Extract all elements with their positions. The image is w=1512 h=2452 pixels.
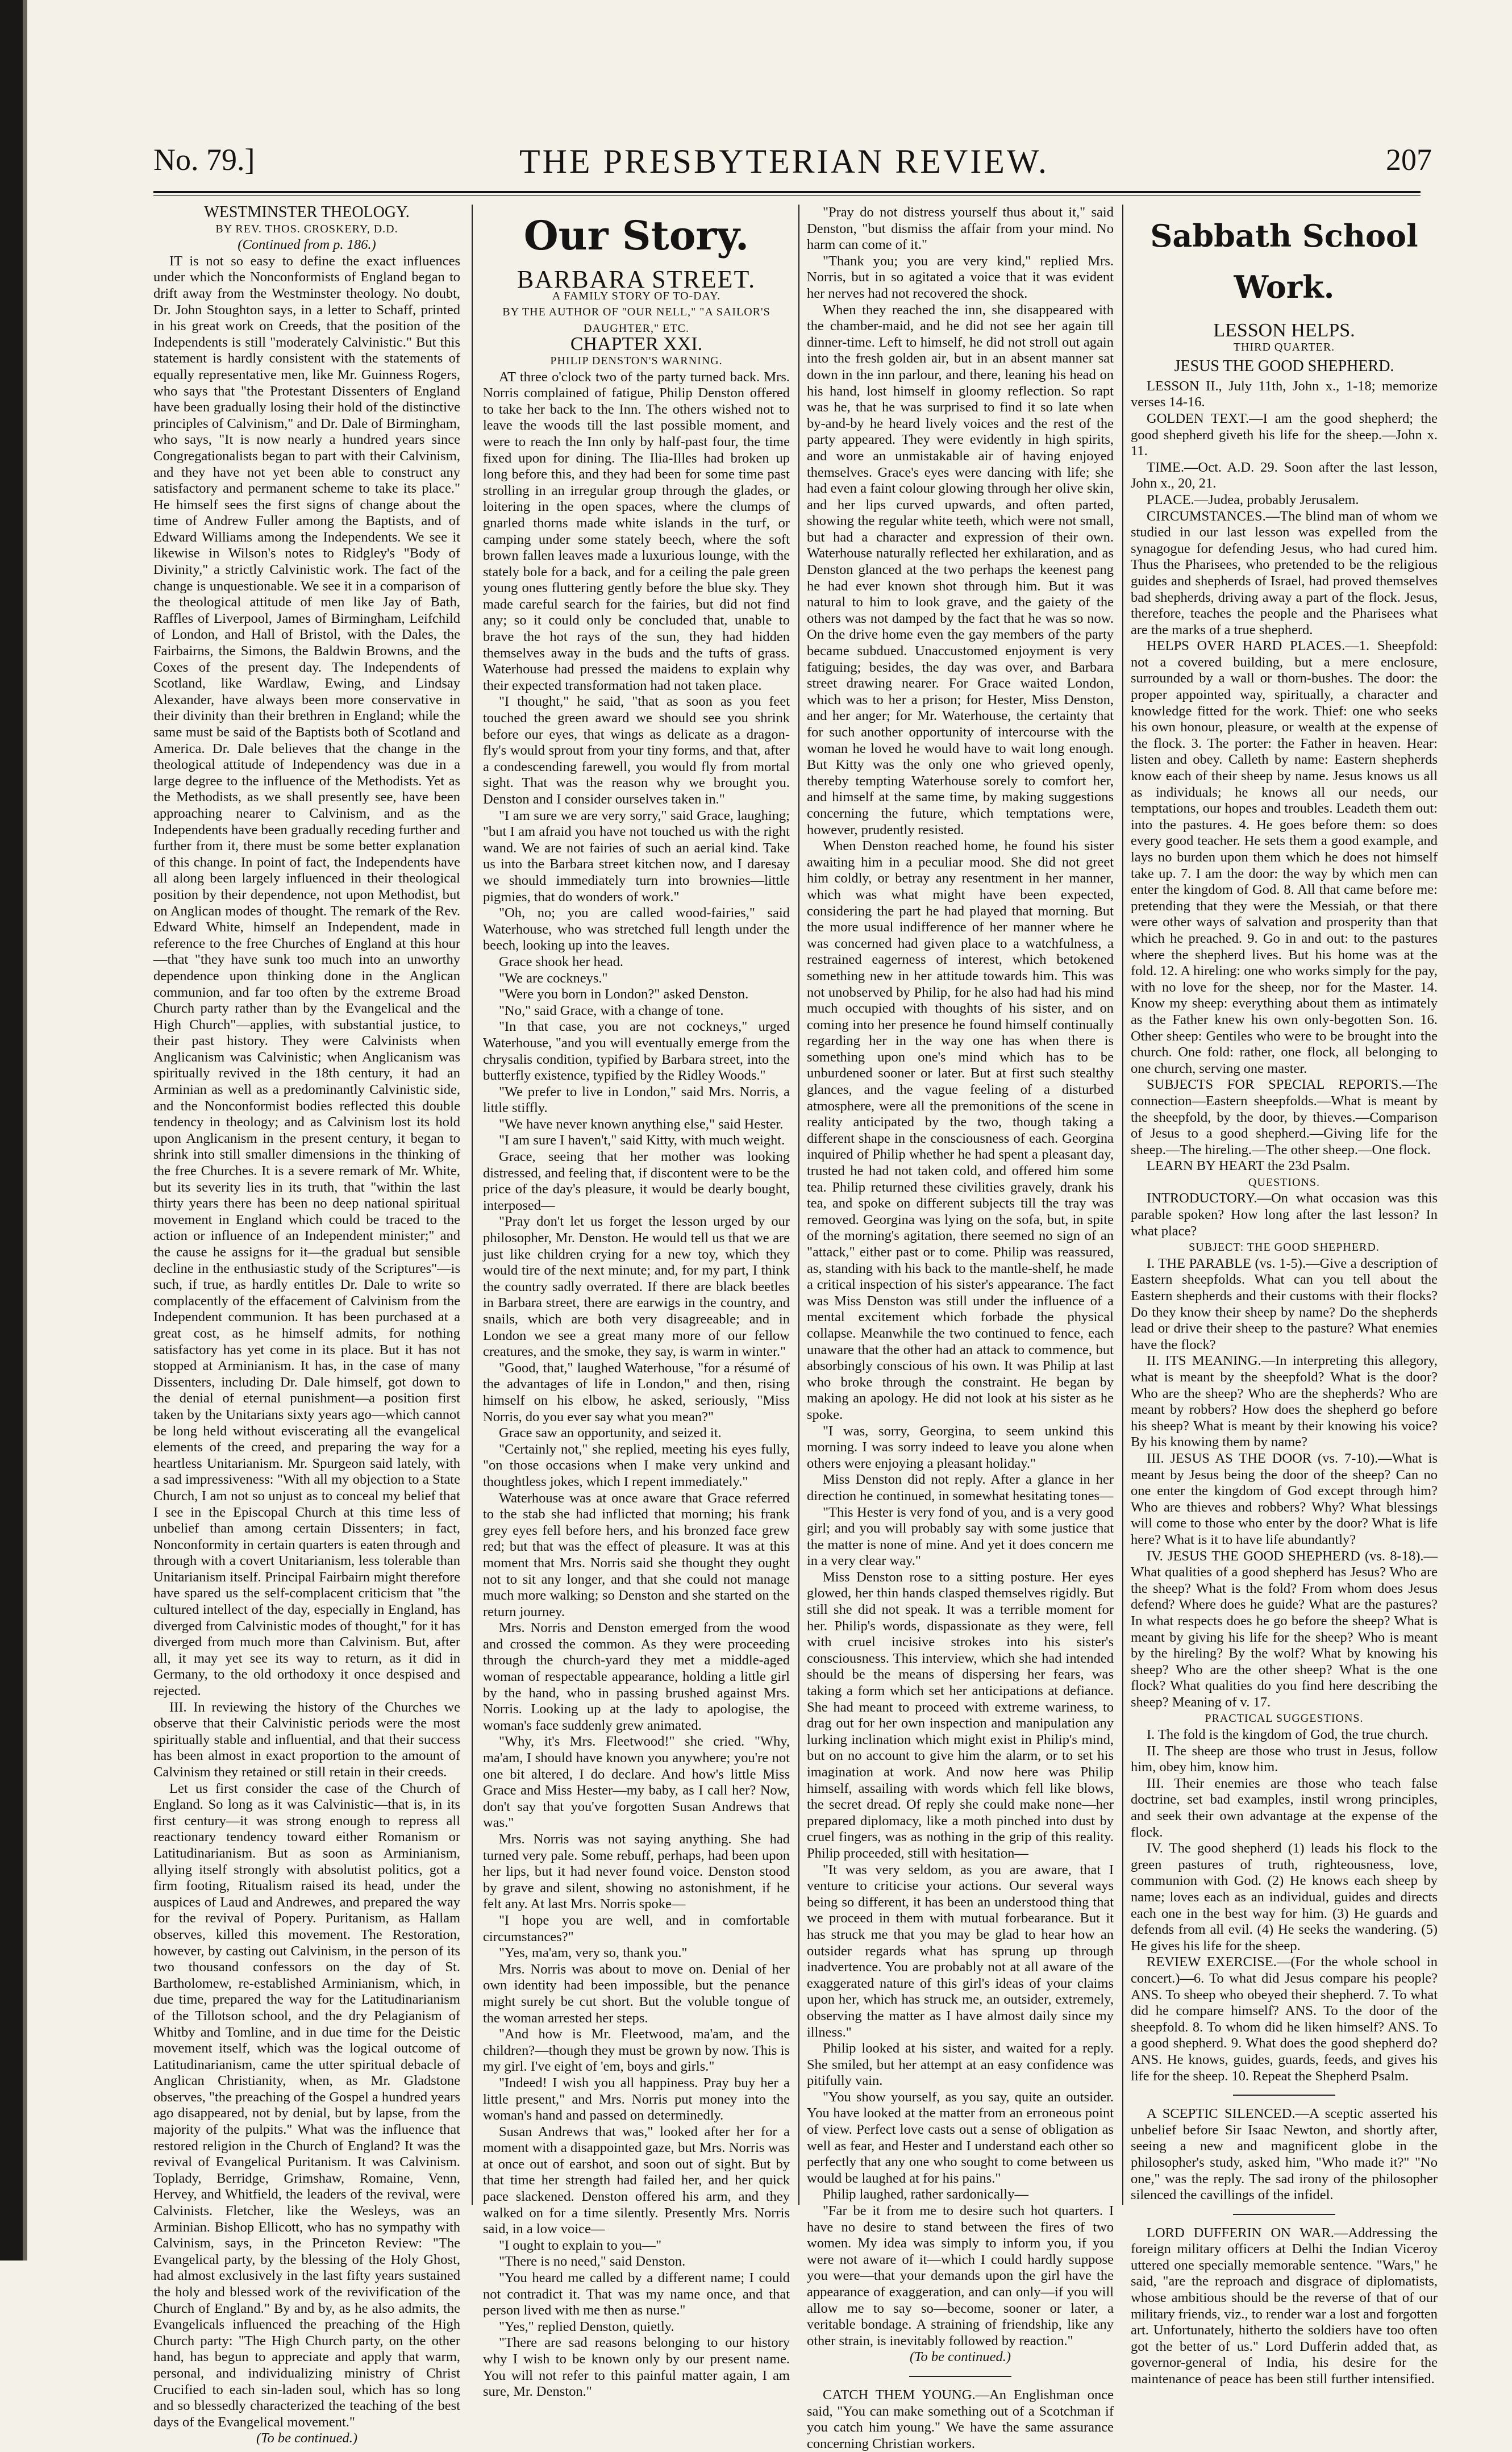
page-header <box>136 142 1432 188</box>
continued-note: (Continued from p. 186.) <box>238 237 376 253</box>
story-author: BY THE AUTHOR OF "OUR NELL," "A SAILOR'S DAUGHTER," ETC. <box>502 306 770 335</box>
story-title: BARBARA STREET. <box>517 265 756 293</box>
story-subtitle: A FAMILY STORY OF TO-DAY. <box>552 289 721 302</box>
column-sabbath-school <box>1131 205 1438 2387</box>
lesson-place: PLACE.—Judea, probably Jerusalem. <box>1147 492 1359 507</box>
quarter-label: THIRD QUARTER. <box>1233 340 1335 353</box>
paragraph: Let us first consider the case of the Church of England. So long as it was Calvinistic—that is, in its first century—it was strong enough to repress all reactionary tendency toward either Romanism or Latitudinarianism. But as soon as Arminianism, allying itself strongly with absolutist politics, got a firm footing, Ritualism raised its head, under the auspices of Laud and Andrewes, and prepared the way for the revival of Popery. Puritanism, as Hallam observes, killed this movement. The Restoration, however, by casting out Calvinism, in the person of its two thousand confessors on the day of St. Bartholomew, re-established Arminianism, which, in due time, prepared the way for the Latitudinarianism of the Tillotson school, and the dry Pelagianism of Whitby and Tomline, and in due time for the Deistic movement itself, which was the logical outcome of Latitudinarianism, came the utter spiritual debacle of Anglican Christianity, when, as Mr. Gladstone observes, "the preaching of the Gospel a hundred years ago disappeared, not by denial, but by lapse, from the majority of the pulpits." What was the influence that restored religion in the Church of England? It was the revival of Evangelical Puritanism. It was Calvinism. Toplady, Berridge, Grimshaw, Romaine, Venn, Hervey, and Whitfield, the leaders of the revival, were Calvinists. Fletcher, like the Wesleys, was an Arminian. Bishop Ellicott, who has no sympathy with Calvinism, says, in the Princeton Review: "The Evangelical party, by the blessing of the Holy Ghost, had almost exclusively in the last fifty years sustained the holy and blessed work of the revivification of the Church of England." By and by, as he also admits, the Evangelicals influenced the preaching of the High Church party: "The High Church party, on the other hand, has begun to appreciate and apply that warm, personal, and individualizing ministry of Christ Crucified to each sin-laden soul, which has so long and so blessedly characterized the teaching of the best days of the Evangelical movement." <box>153 1780 460 2430</box>
paragraph: "You heard me called by a different name; I could not contradict it. That was my name once, and that person lived with me then as nurse." <box>483 2270 790 2318</box>
to-be-continued: (To be continued.) <box>256 2430 358 2446</box>
column-divider <box>472 205 473 2205</box>
paragraph: "We are cockneys." <box>499 970 608 986</box>
paragraph: III. In reviewing the history of the Churches we observe that their Calvinistic periods were the most spiritually stable and influential, and that their success has been almost in exact proportion to the amount of Calvinism they retained or still retain in their creeds. <box>153 1699 460 1780</box>
paragraph: "This Hester is very fond of you, and is a very good girl; and you will probably say with some justice that the matter is none of mine. And yet it does concern me in a very clear way." <box>807 1504 1114 1569</box>
paragraph: Grace saw an opportunity, and seized it. <box>499 1425 722 1441</box>
paragraph: "Pray do not distress yourself thus about it," said Denston, "but dismiss the affair from your mind. No harm can come of it." <box>807 205 1114 253</box>
paragraph: When they reached the inn, she disappeared with the chamber-maid, and he did not see her again till dinner-time. Left to himself, he did not stroll out again into the fresh golden air, but in an absent manner sat down in the inn parlour, and there, leaning his head on his hand, lost himself in gloomy reflection. So rapt was he, that he was surprised to find it so late when by-and-by he heard lively voices and the rest of the party appeared. They were evidently in high spirits, and wore an unmistakable air of having enjoyed themselves. Grace's eyes were dancing with life; she had even a faint colour glowing through her olive skin, and her lips curved upwards, and often parted, showing the regular white teeth, which were not small, but had a character and expression of their own. Waterhouse naturally reflected her exhilaration, and as Denston glanced at the two perhaps the keenest pang he had ever known shot through him. But it was natural to him to look grave, and the gaiety of the others was not damped by the fact that he was so now. On the drive home even the gay members of the party became subdued. Unaccustomed enjoyment is very fatiguing; besides, the day was over, and Barbara street drawing nearer. For Grace waited London, which was to her a prison; for Hester, Miss Denston, and her anger; for Mr. Waterhouse, the certainty that for such another opportunity of intercourse with the woman he loved he would have to wait long enough. But Kitty was the only one who grieved openly, thereby tempting Waterhouse sorely to comfort her, and himself at the same time, by making suggestions concerning the future, which temptations were, however, prudently resisted. <box>807 302 1114 838</box>
paragraph: "Yes," replied Denston, quietly. <box>499 2318 674 2334</box>
section-divider <box>909 2376 1011 2377</box>
to-be-continued: (To be continued.) <box>909 2349 1011 2365</box>
catch-them-young-note: CATCH THEM YOUNG.—An Englishman once said, "You can make something out of a Scotchman if you catch him young." We have the same assurance concerning Christian workers. <box>807 2387 1114 2451</box>
review-exercise: REVIEW EXERCISE.—(For the whole school in concert.)—6. To what did Jesus compare his people? ANS. To sheep who obeyed their shepherd. 7. To what did he compare himself? ANS. To the door of the sheepfold. 8. To whom did he liken himself? ANS. To a good shepherd. 9. What does the good shepherd do? ANS. He knows, guides, guards, feeds, and gives his life for the sheep. 10. Repeat the Shepherd Psalm. <box>1131 1954 1438 2084</box>
column-divider <box>798 205 799 2205</box>
paragraph: Grace shook her head. <box>499 954 624 969</box>
article-byline: BY REV. THOS. CROSKERY, D.D. <box>215 222 398 235</box>
suggestion: II. The sheep are those who trust in Jesus, follow him, obey him, know him. <box>1131 1743 1438 1775</box>
suggestion: I. The fold is the kingdom of God, the true church. <box>1147 1727 1428 1743</box>
section-title-our-story: Our Story. <box>523 212 749 259</box>
paragraph: When Denston reached home, he found his sister awaiting him in a peculiar mood. She did not greet him coldly, or betray any resentment in her manner, which was what might have been expected, considering the part he had played that morning. But the more usual indifference of her manner where he was concerned had given place to a watchfulness, a restrained eagerness of interest, which betokened something new in her attitude towards him. This was not unobserved by Philip, for he also had had his mind much occupied with thoughts of his sister, and on coming into her presence he found himself continually regarding her in the way one has when there is something upon one's mind which has to be unburdened sooner or later. But at first such stealthy glances, and the vague feeling of a disturbed atmosphere, were all the premonitions of the scene in reality anticipated by the two, though taking a different shape in the consciousness of each. Georgina inquired of Philip whether he had spent a pleasant day, trusted he had not taken cold, and offered him some tea. Philip returned these civilities gravely, drank his tea, and spoke on different subjects till the tray was removed. Georgina was lying on the sofa, but, in spite of the morning's agitation, there seemed no sign of an "attack," either past or to come. Philip was reassured, as, standing with his back to the mantle-shelf, he made a critical inspection of his sister's appearance. The fact was Miss Denston was still under the influence of a mental excitement which forbade the physical collapse. Meanwhile the two continued to fence, each unaware that the other had an attack to commence, but absorbingly conscious of his own. It was Philip at last who broke through the constraint. He began by making an apology. He did not look at his sister as he spoke. <box>807 838 1114 1422</box>
question-introductory: INTRODUCTORY.—On what occasion was this parable spoken? How long after the last lesson? In what place? <box>1131 1190 1438 1239</box>
paragraph: "Far be it from me to desire such hot quarters. I have no desire to stand between the fires of two women. My idea was simply to inform you, if you were not aware of it—which I could hardly suppose you were—that your demands upon the girl have the appearance of exaggeration, and can only—if you will allow me to say so—become, sooner or later, a veritable bondage. A straining of friendship, like any other strain, is inevitably followed by reaction." <box>807 2203 1114 2349</box>
paragraph: "And how is Mr. Fleetwood, ma'am, and the children?—though they must be grown by now. This is my girl. I've eight of 'em, boys and girls." <box>483 2026 790 2075</box>
suggestion: III. Their enemies are those who teach false doctrine, set bad examples, instil wrong principles, and seek their own advantage at the expense of the flock. <box>1131 1775 1438 1840</box>
lesson-helps-heading: LESSON HELPS. <box>1213 320 1355 341</box>
paragraph: "Certainly not," she replied, meeting his eyes fully, "on those occasions when I make very unkind and thoughtless jokes, which I repent immediately." <box>483 1441 790 1489</box>
question-block: IV. JESUS THE GOOD SHEPHERD (vs. 8-18).—What qualities of a good shepherd has Jesus? Who are the sheep? What is the fold? From whom does Jesus defend? Where does he guide? What are the pastures? In what respects does he go before the sheep? What is meant by giving his life for the sheep? Who is meant by the hireling? By the wolf? What by knowing his sheep? Who are the other sheep? What is the one flock? What qualities do you find here describing the sheep? Meaning of v. 17. <box>1131 1548 1438 1710</box>
chapter-title: PHILIP DENSTON'S WARNING. <box>550 354 723 367</box>
paragraph: Grace, seeing that her mother was looking distressed, and feeling that, if discontent were to be the price of the day's pleasure, it would be dearly bought, interposed— <box>483 1149 790 1213</box>
column-our-story <box>483 205 790 2400</box>
paragraph: AT three o'clock two of the party turned back. Mrs. Norris complained of fatigue, Philip Denston offered to take her back to the Inn. The others wished not to leave the woods till the last possible moment, and were to reach the Inn only by half-past four, the time fixed upon for dining. The Ilia-Illes had broken up long before this, and they had been for some time past strolling in an irregular group through the glades, or loitering in the open spaces, where the clumps of gnarled thorns made white islands in the turf, or camping under some stately beech, where the soft brown fallen leaves made a luxurious lounge, with the stately bole for a back, and for a ceiling the pale green young ones fluttering gently before the blue sky. They made careful search for the fairies, but did not find any; so it could only be concluded that, unable to brave the hot rays of the sun, they had hidden themselves away in the buds and the tufts of grass. Waterhouse had pressed the maidens to explain why their expected transformation had not taken place. <box>483 369 790 693</box>
questions-heading: QUESTIONS. <box>1248 1176 1321 1189</box>
paragraph: "There are sad reasons belonging to our history why I wish to be known only by our present name. You will not refer to this painful matter again, I am sure, Mr. Denston." <box>483 2335 790 2400</box>
header-rule-thin <box>153 195 1421 196</box>
paragraph: "In that case, you are not cockneys," urged Waterhouse, "and you will eventually emerge from the chrysalis condition, typified by Barbara street, into the butterfly existence, typified by the Ridley Woods." <box>483 1019 790 1084</box>
paragraph: "Oh, no; you are called wood-fairies," said Waterhouse, who was stretched full length under the beech, looking up into the leaves. <box>483 905 790 954</box>
paragraph: Miss Denston did not reply. After a glance in her direction he continued, in somewhat hesitating tones— <box>807 1472 1114 1504</box>
paragraph: "There is no need," said Denston. <box>499 2254 686 2270</box>
paragraph: Mrs. Norris was not saying anything. She had turned very pale. Some rebuff, perhaps, had been upon her lips, but it had never found voice. Denston stood by grave and silent, showing no astonishment, if he felt any. At last Mrs. Norris spoke— <box>483 1831 790 1912</box>
column-story-continued <box>807 205 1114 2451</box>
chapter-number: CHAPTER XXI. <box>570 334 703 355</box>
paragraph: "I am sure I haven't," said Kitty, with much weight. <box>499 1133 785 1148</box>
learn-by-heart: LEARN BY HEART the 23d Psalm. <box>1147 1158 1350 1174</box>
page-number: 207 <box>1386 143 1432 177</box>
suggestion: IV. The good shepherd (1) leads his flock to the green pastures of truth, righteousness, love, communion with God. (2) He knows each sheep by name; loves each as an individual, guides and directs each one in the best way for him. (3) He guards and defends from all evil. (4) He seeks the wandering. (5) He gives his life for the sheep. <box>1131 1841 1438 1954</box>
helps-over-hard-places: HELPS OVER HARD PLACES.—1. Sheepfold: not a covered building, but a mere enclosure, surrounded by a wall or thorn-bushes. The door: the proper appointed way, spiritually, a character and knowledge fitted for the work. Thief: one who seeks his own honour, pleasure, or wealth at the expense of the flock. 3. The porter: the Father in heaven. Hear: listen and obey. Calleth by name: Eastern shepherds know each of their sheep by name. Jesus knows us all as individuals; he knows all our needs, our temptations, our hopes and troubles. Leadeth them out: into the pastures. 4. He goes before them: so does every good teacher. He sets them a good example, and lays no burden upon them which he does not himself take up. 7. I am the door: the way by which men can enter the kingdom of God. 8. All that came before me: pretending that they were the Messiah, or that there were other ways of salvation and prosperity than that which he preached. 9. Go in and out: to the pastures where the shepherd lives. But his home was at the fold. 12. A hireling: one who works simply for the pay, with no love for the sheep, nor for the Master. 14. Know my sheep: everything about them as intimately as the Father knew his own only-begotten Son. 16. Other sheep: Gentiles who were to be brought into the church. One fold: rather, one flock, all belonging to one church, serving one master. <box>1131 638 1438 1076</box>
lesson-reference: LESSON II., July 11th, John x., 1-18; memorize verses 14-16. <box>1131 378 1438 410</box>
paragraph: "We have never known anything else," said Hester. <box>499 1116 784 1132</box>
golden-text: GOLDEN TEXT.—I am the good shepherd; the good shepherd giveth his life for the sheep.—John x. 11. <box>1131 410 1438 459</box>
header-rule-thick <box>153 191 1421 193</box>
page-binding-shadow <box>23 0 27 2260</box>
paragraph: "I was, sorry, Georgina, to seem unkind this morning. I was sorry indeed to leave you alone when others were enjoying a pleasant holiday." <box>807 1423 1114 1471</box>
paragraph: "You show yourself, as you say, quite an outsider. You have looked at the matter from an erroneous point of view. Perfect love casts out a sense of obligation as well as fear, and Hester and I understand each other so perfectly that any one who sought to come between us would be laughed at for his pains." <box>807 2089 1114 2186</box>
lord-dufferin-note: LORD DUFFERIN ON WAR.—Addressing the foreign military officers at Delhi the Indian Viceroy uttered one specially memorable sentence. "Wars," he said, "are the reproach and disgrace of diplomatists, whose ambitious should be the reverse of that of our military friends, viz., to render war a lost and forgotten art. Unfortunately, hitherto the soldiers have too often got the better of us." Lord Dufferin added that, as governor-general of India, his desire for the maintenance of peace has been still further intensified. <box>1131 2225 1438 2387</box>
lesson-time: TIME.—Oct. A.D. 29. Soon after the last lesson, John x., 20, 21. <box>1131 459 1438 492</box>
paragraph: "Good, that," laughed Waterhouse, "for a résumé of the advantages of life in London," and then, rising himself on his elbow, he asked, seriously, "Miss Norris, do you ever say what you mean?" <box>483 1360 790 1425</box>
paragraph: Philip looked at his sister, and waited for a reply. She smiled, but her attempt at an easy confidence was pitifully vain. <box>807 2041 1114 2089</box>
paragraph: "I ought to explain to you—" <box>499 2237 662 2253</box>
publication-title: THE PRESBYTERIAN REVIEW. <box>519 143 1049 180</box>
paragraph: Mrs. Norris was about to move on. Denial of her own identity had been impossible, but the penance might surely be cut short. But the voluble tongue of the woman arrested her steps. <box>483 1961 790 2026</box>
paragraph: Mrs. Norris and Denston emerged from the wood and crossed the common. As they were proceeding through the church-yard they met a middle-aged woman of respectable appearance, holding a little girl by the hand, who in passing brushed against Mrs. Norris. Looking up at the lady to apologise, the woman's face suddenly grew animated. <box>483 1620 790 1733</box>
paragraph: "Pray don't let us forget the lesson urged by our philosopher, Mr. Denston. He would tell us that we are just like children crying for a new toy, which they would tire of the next minute; and, for my part, I think the country sadly overrated. If there are black beetles in Barbara street, there are earwigs in the country, and snails, which are both very disagreeable; and in London we see a great many more of our fellow creatures, and the smoke, they say, is warm in winter." <box>483 1214 790 1360</box>
question-block: III. JESUS AS THE DOOR (vs. 7-10).—What is meant by Jesus being the door of the sheep? Can no one enter the kingdom of God except through him? Who are thieves and robbers? Why? What blessings will come to those who enter by the door? What is life here? What is it to have life abundantly? <box>1131 1450 1438 1547</box>
paragraph: "Indeed! I wish you all happiness. Pray buy her a little present," and Mrs. Norris put money into the woman's hand and passed on determinedly. <box>483 2075 790 2124</box>
column-westminster-theology <box>153 203 460 2446</box>
questions-subject: SUBJECT: THE GOOD SHEPHERD. <box>1189 1241 1380 1254</box>
paragraph: "We prefer to live in London," said Mrs. Norris, a little stiffly. <box>483 1084 790 1116</box>
lesson-title: JESUS THE GOOD SHEPHERD. <box>1174 357 1394 376</box>
paragraph: IT is not so easy to define the exact influences under which the Nonconformists of England began to drift away from the Westminster theology. No doubt, Dr. John Stoughton says, in a letter to Schaff, printed in his great work on Creeds, that the position of the Independents is still "moderately Calvinistic." But this statement is hardly consistent with the statements of equally representative men, like Mr. Guinness Rogers, who says that "the Protestant Dissenters of England have been gradually losing their hold of the distinctive principles of Calvinism," and Dr. Dale of Birmingham, who says, "It is now nearly a hundred years since Congregationalists began to part with their Calvinism, and they have not yet been able to construct any satisfactory and permanent scheme to take its place." He himself sees the first signs of change about the time of Andrew Fuller among the Baptists, and of Edward Williams among the Independents. We see it likewise in Wilson's notes to Ridgley's "Body of Divinity," a strictly Calvinistic work. The fact of the change is unquestionable. We see it in a comparison of the theological attitude of men like Jay of Bath, Raffles of Liverpool, James of Birmingham, Leifchild of London, and Hall of Bristol, with the Dales, the Fairbairns, the Simons, the Baldwin Browns, and the Coxes of the present day. The Independents of Scotland, like Wardlaw, Ewing, and Lindsay Alexander, have always been more conservative in their divinity than their brethren in England; while the same must be said of the Baptists both of Scotland and America. Dr. Dale believes that the change in the theological attitude of Independency was due in a large degree to the influence of the Methodists. Yet as the Methodists, as we shall presently see, have been approaching nearer to Calvinism, and as the Independents have been gradually receding further and further from it, there must be some better explanation of this change. In point of fact, the Independents have all along been largely influenced in their theological position by their dependence, not upon Methodist, but on Anglican modes of thought. The remark of the Rev. Edward White, himself an Independent, made in reference to the free Churches of England at this hour—that "they have sunk too much into an unworthy dependence upon thinking done in the Anglican communion, and far too often by the extreme Broad Church party rather than by the Evangelical and the High Church"—applies, with substantial justice, to their past history. They were Calvinists when Anglicanism was Calvinistic; when Anglicanism was spiritually revived in the 18th century, it had an Arminian as well as a predominantly Calvinistic side, and the Nonconformist bodies reflected this double tendency in theology; and as Calvinism lost its hold upon Anglicanism in the present century, it began to shrink into still smaller dimensions in the thinking of the free Churches. It is a severe remark of Mr. White, but its severity lies in its truth, that "within the last thirty years there has been no deep national spiritual movement in England which could be traced to the action or influence of an Independent minister;" and the cause he assigns for it—the gradual but sensible decline in the enthusiastic study of the Scriptures"—is such, if true, as hardly entitles Dr. Dale to write so complacently of the effacement of Calvinism from the Independent communion. It has been purchased at a great cost, as he himself admits, for nothing satisfactory has yet come in its place. But it has not stopped at Arminianism. It has, in the case of many Dissenters, including Dr. Dale himself, got down to the denial of eternal punishment—a position first taken by the Unitarians sixty years ago—which cannot be long held without eviscerating all the evangelical elements of the creed, and preparing the way for a heartless Unitarianism. Mr. Spurgeon said lately, with a sad impressiveness: "With all my objection to a State Church, I am not so unjust as to conceal my belief that I see in the Episcopal Church at this time less of unbelief than among certain Dissenters; in fact, Nonconformity in certain quarters is eaten through and through with a covert Unitarianism, less tolerable than Unitarianism itself. Principal Fairbairn might therefore have spared us the self-complacent criticism that "the cultured intellect of the day, especially in England, has diverged from Calvinistic modes of thought," for it has diverged from much more than Calvinism. But, after all, it may yet see its way to return, as it did in Germany, to the old orthodoxy it once despised and rejected. <box>153 253 460 1699</box>
column-divider <box>1122 205 1123 2205</box>
sceptic-silenced-note: A SCEPTIC SILENCED.—A sceptic asserted his unbelief before Sir Isaac Newton, and shortly after, seeing a new and magnificent globe in the philosopher's study, asked him, "Who made it?" "No one," was the reply. The sad irony of the philosopher silenced the cavillings of the infidel. <box>1131 2106 1438 2203</box>
paragraph: "Yes, ma'am, very so, thank you." <box>499 1945 688 1961</box>
paragraph: Susan Andrews that was," looked after her for a moment with a disappointed gaze, but Mrs. Norris was at once out of earshot, and soon out of sight. But by that time her strength had failed her, and her quick pace slackened. Denston offered his arm, and they walked on for a time silently. Presently Mrs. Norris said, in a low voice— <box>483 2124 790 2237</box>
subjects-for-reports: SUBJECTS FOR SPECIAL REPORTS.—The connection—Eastern sheepfolds.—What is meant by the sheepfold, by the door, by thieves.—Comparison of Jesus to a good shepherd.—Giving life for the sheep.—The hireling.—The other sheep.—One flock. <box>1131 1077 1438 1158</box>
paragraph: "Why, it's Mrs. Fleetwood!" she cried. "Why, ma'am, I should have known you anywhere; you're not one bit altered, I do declare. And how's little Miss Grace and Miss Hester—my baby, as I call her? Now, don't say that you've forgotten Susan Andrews that was." <box>483 1734 790 1831</box>
paragraph: "Were you born in London?" asked Denston. <box>499 986 749 1002</box>
lesson-circumstances: CIRCUMSTANCES.—The blind man of whom we studied in our last lesson was expelled from the synagogue for defending Jesus, who had cured him. Thus the Pharisees, who pretended to be the religious guides and shepherds of Israel, had proved themselves bad shepherds, driving away a part of the flock. Jesus, therefore, teaches the people and the Pharisees what are the marks of a true shepherd. <box>1131 508 1438 638</box>
paragraph: "It was very seldom, as you are aware, that I venture to criticise your actions. Our several ways being so different, it has been an understood thing that we proceed in them with mutual forbearance. But it has struck me that you may be glad to hear how an outsider regards what has sprung up through inadvertence. You are probably not at all aware of the exaggerated nature of this girl's ideas of your claims upon her, which has struck me, an outsider, extremely, observing the matter as I have almost daily since my illness." <box>807 1862 1114 2040</box>
section-title-sabbath-school: Sabbath School Work. <box>1150 218 1418 305</box>
paragraph: "I am sure we are very sorry," said Grace, laughing; "but I am afraid you have not touched us with the right wand. We are not fairies of such an aerial kind. Take us into the Barbara street kitchen now, and I daresay we should immediately turn into brownies—little pigmies, that do wonders of work." <box>483 807 790 905</box>
article-title: WESTMINSTER THEOLOGY. <box>204 203 410 221</box>
question-block: I. THE PARABLE (vs. 1-5).—Give a description of Eastern sheepfolds. What can you tell about the Eastern shepherds and their customs with their flocks? Do they know their sheep by name? Do the shepherds lead or drive their sheep to the pasture? What enemies have the flock? <box>1131 1255 1438 1352</box>
issue-number: No. 79.] <box>153 143 255 177</box>
paragraph: "Thank you; you are very kind," replied Mrs. Norris, but in so agitated a voice that it was evident her nerves had not recovered the shock. <box>807 253 1114 301</box>
page-binding-edge <box>0 0 23 2260</box>
paragraph: "I thought," he said, "that as soon as you feet touched the green award we should see you shrink before our eyes, that wings as delicate as a dragon-fly's would sprout from your tiny forms, and that, after a condescending farewell, you would fly from mortal sight. That was the reason why we brought you. Denston and I consider ourselves taken in." <box>483 694 790 807</box>
paragraph: Miss Denston rose to a sitting posture. Her eyes glowed, her thin hands clasped themselves rigidly. But still she did not speak. It was a terrible moment for her. Philip's words, dispassionate as they were, fell with cruel incisive strokes into his sister's consciousness. This interview, which she had intended should be the means of dispersing her fears, was taking a form which set her anticipations at defiance. She had meant to proceed with extreme wariness, to drag out for her own inspection and manipulation any lurking inclination which might exist in Philip's mind, but on no account to give him the alarm, or to set his imagination at work. And now here was Philip himself, assailing with words which fell like blows, the secret dread. Of reply she could make none—her prepared diplomacy, like a moth pinched into dust by cruel fingers, was as nothing in the grip of this reality. Philip proceeded, still with hesitation— <box>807 1569 1114 1861</box>
paragraph: Waterhouse was at once aware that Grace referred to the stab she had inflicted that morning; his frank grey eyes fell before hers, and his bronzed face grew red; but that was the effect of pleasure. It was at this moment that Mrs. Norris said she thought they ought not to sit any longer, and that she could not manage much more walking; so Denston and she started on the return journey. <box>483 1490 790 1620</box>
paragraph: "No," said Grace, with a change of tone. <box>499 1002 724 1018</box>
paragraph: Philip laughed, rather sardonically— <box>823 2187 1028 2203</box>
section-divider <box>1233 2095 1335 2096</box>
practical-suggestions-heading: PRACTICAL SUGGESTIONS. <box>1205 1712 1364 1725</box>
section-divider <box>1233 2214 1335 2215</box>
paragraph: "I hope you are well, and in comfortable circumstances?" <box>483 1912 790 1945</box>
question-block: II. ITS MEANING.—In interpreting this allegory, what is meant by the sheepfold? What is the door? Who are the sheep? Who are the shepherds? Who are meant by robbers? How does the shepherd go before his sheep? What is meant by their knowing his voice? By his knowing them by name? <box>1131 1353 1438 1450</box>
